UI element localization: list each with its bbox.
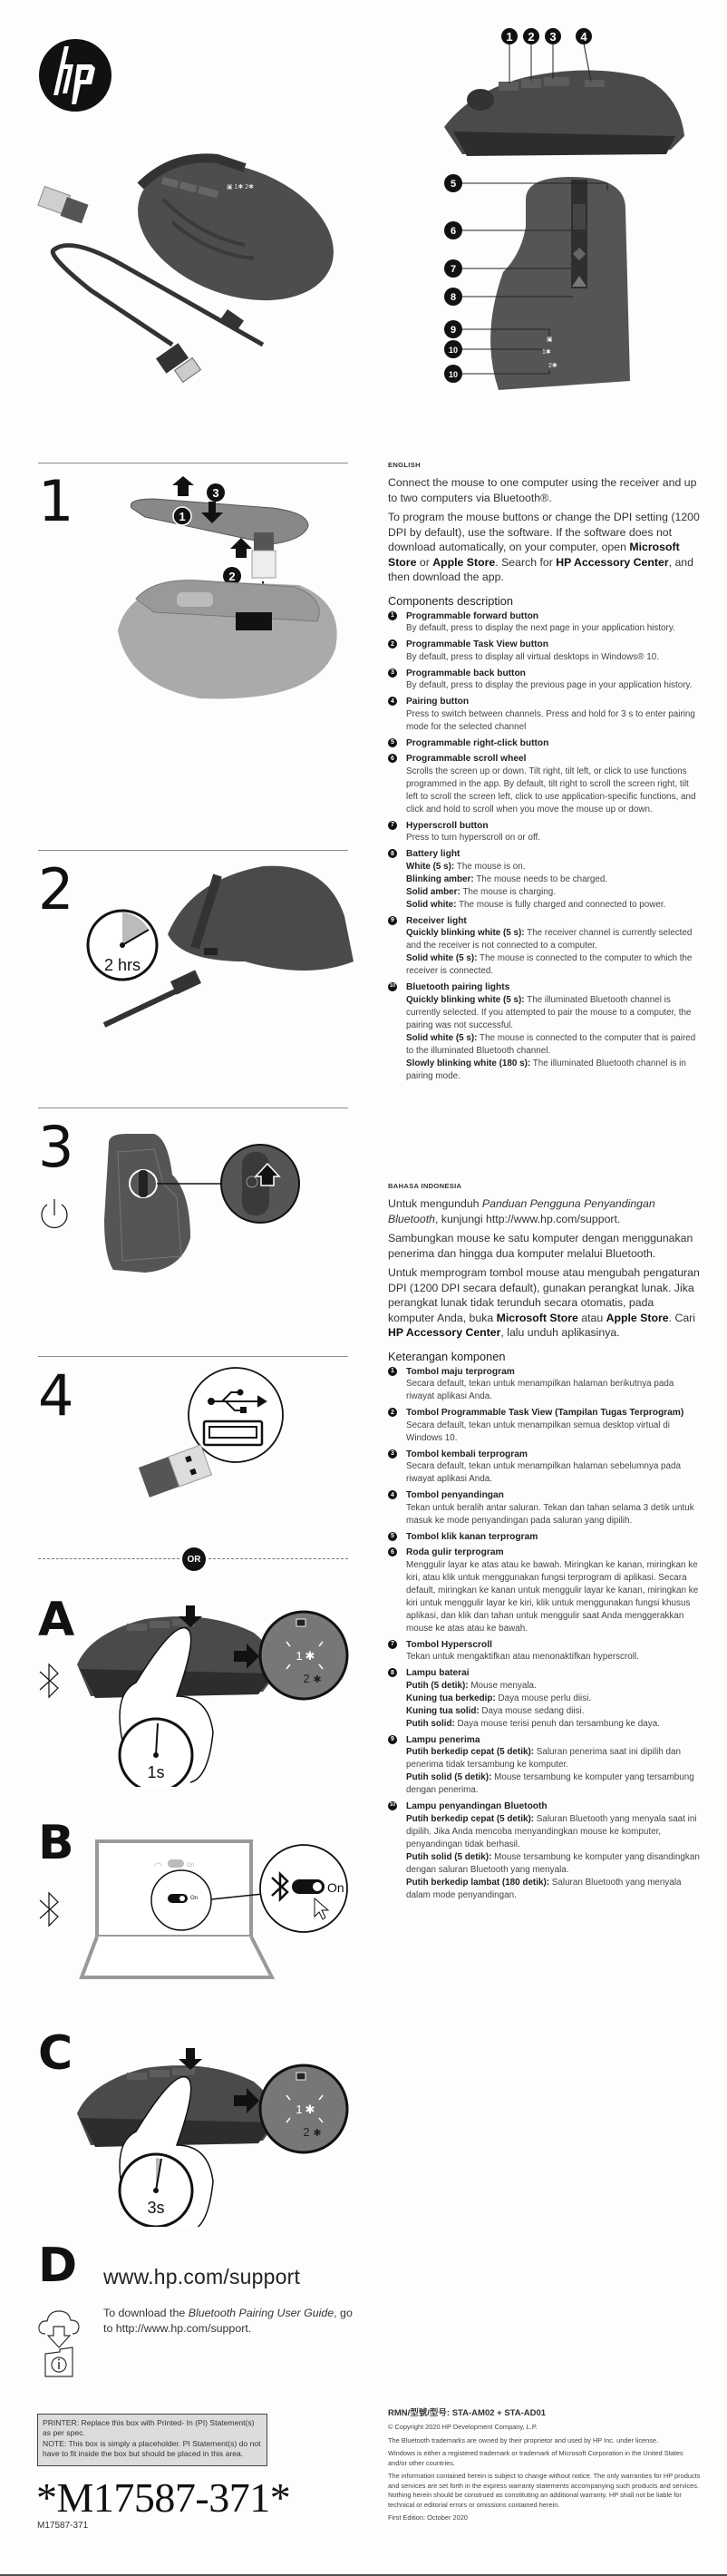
svg-text:3: 3 xyxy=(549,30,557,44)
light-state-label: Solid amber: xyxy=(406,886,460,897)
number-badge-icon: 1 xyxy=(388,1367,397,1376)
step-3-power-switch-illustration xyxy=(100,1129,308,1274)
light-state-label: Putih solid: xyxy=(406,1718,455,1729)
component-name: Tombol maju terprogram xyxy=(406,1366,515,1377)
light-state-meaning: Mouse tersambung ke komputer yang tersambung dengan penerima. xyxy=(406,1772,694,1795)
step-b-letter: B xyxy=(38,1816,74,1870)
light-state-meaning: Daya mouse perlu diisi. xyxy=(495,1693,592,1703)
light-state xyxy=(406,994,701,1032)
light-state-meaning: The mouse is connected to the computer that is paired to the illuminated Bluetooth channel. xyxy=(406,1032,696,1056)
product-hero-illustration xyxy=(36,136,344,399)
light-state xyxy=(406,1851,701,1877)
components-list xyxy=(388,610,701,1083)
svg-text:1: 1 xyxy=(506,30,513,44)
intro-paragraph: Connect the mouse to one computer using the receiver and up to two computers via Bluetooth®. xyxy=(388,476,697,504)
light-state-meaning: The illuminated Bluetooth channel is currently selected. If you attempted to pair the mouse to a computer, the pairing was not successful. xyxy=(406,994,692,1030)
component-item xyxy=(388,753,701,816)
english-section xyxy=(388,461,701,1087)
light-state-label: Putih berkedip lambat (180 detik): xyxy=(406,1877,550,1888)
component-description: By default, press to display the previous page in your application history. xyxy=(406,680,693,690)
light-state-label: White (5 s): xyxy=(406,861,455,872)
step-1-receiver-install-illustration xyxy=(100,476,354,721)
light-state xyxy=(406,1705,701,1718)
step-1-number: 1 xyxy=(38,468,74,534)
component-description: Secara default, tekan untuk menampilkan semua desktop virtual di Windows 10. xyxy=(406,1420,670,1443)
svg-text:✱: ✱ xyxy=(305,1649,315,1663)
barcode: *M17587-371* xyxy=(36,2474,291,2521)
intro-paragraph: Sambungkan mouse ke satu komputer dengan menggunakan penerima dan hingga dua komputer melalui Bluetooth. xyxy=(388,1232,693,1260)
step-2-divider xyxy=(38,850,348,851)
components-title: Components description xyxy=(388,593,513,608)
or-separator xyxy=(38,1547,348,1571)
component-name: Programmable Task View button xyxy=(406,639,548,649)
or-badge: OR xyxy=(182,1547,206,1571)
component-name: Programmable back button xyxy=(406,668,526,678)
top-bt2-light: 2✱ xyxy=(548,363,557,369)
light-state xyxy=(406,1877,701,1902)
light-state xyxy=(406,1771,701,1797)
number-badge-icon: 7 xyxy=(388,1640,397,1649)
component-description: Menggulir layar ke atas atau ke bawah. Miringkan ke kanan, miringkan ke kiri, atau klik untuk menggunakan fungsi terprogram di aplikasi. Secara default, miringkan ke kanan untuk menggulir layar ke kanan, miringkan ke kiri untuk menggulir layar ke kiri, klik untuk menggunakan fungsi khusus aplikasi, dan klik dan tahan untuk menggulir saat Anda menggerakkan mouse ke atas atau ke bawah. xyxy=(406,1559,699,1634)
component-name: Programmable scroll wheel xyxy=(406,754,527,764)
mouse-label-icons: ▣ 1✱ 2✱ xyxy=(227,184,255,190)
components-title: Keterangan komponen xyxy=(388,1349,506,1363)
component-description: Secara default, tekan untuk menampilkan halaman berikutnya pada riwayat aplikasi Anda. xyxy=(406,1379,674,1401)
light-state-label: Solid white (5 s): xyxy=(406,1032,478,1043)
component-item xyxy=(388,1800,701,1902)
svg-text:9: 9 xyxy=(450,325,457,336)
component-name: Tombol Hyperscroll xyxy=(406,1639,492,1650)
svg-text:1: 1 xyxy=(179,510,186,523)
component-name: Hyperscroll button xyxy=(406,820,489,831)
svg-text:5: 5 xyxy=(450,179,457,190)
component-item xyxy=(388,737,701,750)
light-state-meaning: The mouse is fully charged and connected to power. xyxy=(456,899,666,910)
step-3-number: 3 xyxy=(38,1114,74,1180)
light-state-meaning: Saluran Bluetooth yang menyala dalam mode penyandingan. xyxy=(406,1877,682,1900)
component-name: Tombol kembali terprogram xyxy=(406,1449,528,1459)
svg-text:2: 2 xyxy=(528,30,535,44)
light-state xyxy=(406,1746,701,1771)
number-badge-icon: 9 xyxy=(388,916,397,925)
step-2-charging-illustration xyxy=(82,862,354,1034)
svg-text:6: 6 xyxy=(450,226,457,237)
number-badge-icon: 10 xyxy=(388,982,397,991)
power-icon xyxy=(38,1195,71,1234)
svg-text:1: 1 xyxy=(296,1649,303,1663)
software-paragraph: To program the mouse buttons or change the DPI setting (1200 DPI by default), use the software. If the software does not download automatically, on your computer, open Microsoft Store or Apple Store. Search for HP Accessory Center, and then download the app. xyxy=(388,511,700,583)
light-state-meaning: The receiver channel is currently selected and the receiver is not connected to a computer. xyxy=(406,928,693,951)
svg-text:2: 2 xyxy=(228,570,236,583)
step-c-hold-pairing-illustration xyxy=(73,2045,354,2227)
svg-text:10: 10 xyxy=(448,346,459,355)
hp-logo xyxy=(39,39,111,112)
wifi-icon: ◠ xyxy=(154,1861,162,1871)
light-state-meaning: Daya mouse terisi penuh dan tersambung ke daya. xyxy=(454,1718,660,1729)
component-description: Press to turn hyperscroll on or off. xyxy=(406,833,541,843)
svg-text:✱: ✱ xyxy=(313,1674,322,1685)
svg-text:7: 7 xyxy=(450,264,457,275)
pairing-light-lens xyxy=(260,1612,347,1699)
number-badge-icon: 8 xyxy=(388,849,397,858)
regulatory-model-number: RMN/型號/型号: STA-AM02 + STA-AD01 xyxy=(388,2408,547,2418)
download-guide-paragraph: Untuk mengunduh Panduan Pengguna Penyandingan Bluetooth, kunjungi http://www.hp.com/support. xyxy=(388,1197,655,1225)
light-state xyxy=(406,1058,701,1083)
component-item xyxy=(388,1449,701,1487)
light-state-label: Quickly blinking white (5 s): xyxy=(406,928,525,938)
step-4-number: 4 xyxy=(38,1362,74,1429)
number-badge-icon: 2 xyxy=(388,1408,397,1417)
step-d-letter: D xyxy=(38,2239,78,2293)
component-description: By default, press to display all virtual desktops in Windows® 10. xyxy=(406,651,659,662)
light-state-label: Putih berkedip cepat (5 detik): xyxy=(406,1747,535,1757)
cloud-download-guide-icon xyxy=(36,2307,82,2379)
svg-text:2: 2 xyxy=(303,2125,310,2139)
number-badge-icon: 8 xyxy=(388,1668,397,1677)
svg-text:2 hrs: 2 hrs xyxy=(103,956,141,974)
number-badge-icon: 4 xyxy=(388,1490,397,1499)
component-name: Roda gulir terprogram xyxy=(406,1547,504,1557)
light-state-meaning: The mouse is charging. xyxy=(460,886,557,897)
component-description: Tekan untuk beralih antar saluran. Tekan dan tahan selama 3 detik untuk masuk ke mode penyandingan pada saluran yang dipilih. xyxy=(406,1502,694,1526)
svg-text:✱: ✱ xyxy=(313,2128,322,2139)
component-name: Tombol Programmable Task View (Tampilan Tugas Terprogram) xyxy=(406,1408,684,1418)
number-badge-icon: 2 xyxy=(388,639,397,649)
light-state xyxy=(406,1032,701,1058)
number-badge-icon: 9 xyxy=(388,1735,397,1744)
component-description: Secara default, tekan untuk menampilkan halaman sebelumnya pada riwayat aplikasi Anda. xyxy=(406,1461,682,1484)
step-2-number: 2 xyxy=(38,856,74,922)
light-state xyxy=(406,927,701,952)
windows-trademark: Windows is either a registered trademark or trademark of Microsoft Corporation in the United States and/or other countries. xyxy=(388,2449,683,2467)
component-name: Tombol penyandingan xyxy=(406,1490,504,1500)
svg-text:1: 1 xyxy=(296,2103,303,2116)
bluetooth-trademark: The Bluetooth trademarks are owned by their proprietor and used by HP Inc. under license. xyxy=(388,2435,659,2444)
component-name: Programmable right-click button xyxy=(406,737,549,748)
light-state-label: Putih (5 detik): xyxy=(406,1680,469,1691)
edition: First Edition: October 2020 xyxy=(388,2513,468,2522)
light-state-meaning: The mouse is on. xyxy=(454,861,526,872)
pairing-light-lens xyxy=(260,2065,347,2152)
language-heading: BAHASA INDONESIA xyxy=(388,1182,462,1190)
legal-section xyxy=(388,2405,701,2527)
bluetooth-icon xyxy=(36,1891,63,1927)
timer-3s-icon xyxy=(120,2154,192,2227)
support-url[interactable]: www.hp.com/support xyxy=(103,2265,301,2288)
step-b-enable-bluetooth-illustration xyxy=(77,1832,354,1986)
number-badge-icon: 3 xyxy=(388,1449,397,1459)
svg-text:10: 10 xyxy=(448,370,459,379)
step-4-usb-plug-illustration xyxy=(131,1365,290,1501)
timer-1s-icon xyxy=(120,1719,192,1787)
top-receiver-light: ▣ xyxy=(547,337,553,343)
light-state-meaning: The mouse is connected to the computer to which the receiver is connected. xyxy=(406,953,693,976)
light-state-label: Quickly blinking white (5 s): xyxy=(406,994,525,1005)
component-name: Bluetooth pairing lights xyxy=(406,982,510,992)
number-badge-icon: 4 xyxy=(388,697,397,706)
light-state xyxy=(406,952,701,978)
component-name: Battery light xyxy=(406,849,460,859)
svg-text:4: 4 xyxy=(580,30,587,44)
number-badge-icon: 7 xyxy=(388,821,397,830)
component-item xyxy=(388,668,701,693)
bluetooth-icon xyxy=(36,1663,63,1699)
step-a-press-pairing-illustration xyxy=(73,1596,354,1787)
svg-text:3: 3 xyxy=(212,486,219,500)
light-state-label: Kuning tua solid: xyxy=(406,1705,480,1716)
component-name: Lampu penerima xyxy=(406,1734,480,1745)
step-a-letter: A xyxy=(38,1593,75,1647)
timer-2hrs-icon xyxy=(88,911,157,980)
svg-text:On: On xyxy=(187,1863,195,1869)
component-item xyxy=(388,639,701,664)
usb-receiver-illustration xyxy=(38,186,89,223)
component-item xyxy=(388,848,701,912)
component-name: Tombol klik kanan terprogram xyxy=(406,1531,538,1542)
light-state-label: Solid white: xyxy=(406,899,457,910)
mouse-side-view-diagram xyxy=(435,27,689,163)
component-item xyxy=(388,1639,701,1664)
light-state xyxy=(406,861,701,873)
component-name: Pairing button xyxy=(406,697,470,707)
light-state-label: Slowly blinking white (180 s): xyxy=(406,1058,531,1068)
warranty-notice: The information contained herein is subject to change without notice. The only warranties for HP products and services are set forth in the express warranty statements accompanying such products and services. Nothing herein should be construed as constituting an additional warranty. HP shall not be liable for technical or editorial errors or omissions contained herein. xyxy=(388,2472,701,2509)
component-name: Receiver light xyxy=(406,915,467,926)
copyright: © Copyright 2020 HP Development Company, L.P. xyxy=(388,2423,538,2431)
component-description: Tekan untuk mengaktifkan atau menonaktifkan hyperscroll. xyxy=(406,1652,639,1662)
top-callouts xyxy=(444,174,462,383)
software-paragraph: Untuk memprogram tombol mouse atau mengubah pengaturan DPI (1200 DPI secara default), gunakan perangkat lunak. Jika perangkat lunak tidak terunduh secara otomatis, pada komputer Anda, buka Microsoft Store atau Apple Store. Cari HP Accessory Center, lalu unduh aplikasinya. xyxy=(388,1266,700,1339)
light-state xyxy=(406,1680,701,1693)
component-item xyxy=(388,915,701,979)
svg-text:8: 8 xyxy=(450,292,457,303)
component-item xyxy=(388,820,701,845)
component-item xyxy=(388,610,701,636)
svg-text:On: On xyxy=(190,1896,199,1901)
light-state-label: Blinking amber: xyxy=(406,873,474,884)
printer-placeholder-box: PRINTER: Replace this box with Printed- In (PI) Statement(s) as per spec. NOTE: This box is simply a placeholder. PI Statement(s) do not have to fit inside the box but should be placed in this area. xyxy=(37,2414,267,2466)
light-state xyxy=(406,1718,701,1731)
light-state-meaning: Mouse tersambung ke komputer yang disandingkan dengan saluran Bluetooth yang menyala. xyxy=(406,1851,700,1875)
language-heading: ENGLISH xyxy=(388,461,421,469)
component-item xyxy=(388,1489,701,1527)
light-state-label: Putih solid (5 detik): xyxy=(406,1851,492,1862)
number-badge-icon: 3 xyxy=(388,668,397,678)
light-state xyxy=(406,899,701,912)
number-badge-icon: 6 xyxy=(388,754,397,763)
component-item xyxy=(388,696,701,734)
light-state-label: Putih berkedip cepat (5 detik): xyxy=(406,1813,535,1824)
light-state xyxy=(406,1813,701,1851)
top-bt1-light: 1✱ xyxy=(542,349,551,356)
indonesian-section xyxy=(388,1182,701,1906)
svg-text:On: On xyxy=(327,1880,344,1895)
light-state-meaning: Mouse menyala. xyxy=(468,1680,537,1691)
number-badge-icon: 10 xyxy=(388,1801,397,1810)
component-description: Scrolls the screen up or down. Tilt right, tilt left, or click to use functions programmed in the app. By default, tilt right to scroll the screen right, tilt left to scroll the screen left, click to use application-specific functions, and click and hold to scroll when you move the mouse up or down. xyxy=(406,766,696,815)
light-state-meaning: The mouse needs to be charged. xyxy=(473,873,608,884)
components-list xyxy=(388,1366,701,1902)
component-item xyxy=(388,981,701,1083)
component-description: Press to switch between channels. Press and hold for 3 s to enter pairing mode for the selected channel xyxy=(406,708,695,732)
light-state xyxy=(406,1693,701,1705)
light-state-meaning: Saluran Bluetooth yang menyala saat ini dipilih. Jika Anda mencoba menyandingkan mouse ke komputer, penyandingan tidak berhasil. xyxy=(406,1813,697,1849)
component-name: Lampu penyandingan Bluetooth xyxy=(406,1801,548,1811)
download-guide-text: To download the Bluetooth Pairing User Guide, go to http://www.hp.com/support. xyxy=(103,2307,353,2335)
number-badge-icon: 5 xyxy=(388,1532,397,1541)
part-number: M17587-371 xyxy=(37,2521,89,2531)
light-state-meaning: Saluran penerima saat ini dipilih dan penerima tidak tersambung ke komputer. xyxy=(406,1747,681,1770)
side-callouts xyxy=(501,28,592,44)
mouse-top-view-diagram xyxy=(444,172,689,390)
light-state-label: Putih solid (5 detik): xyxy=(406,1772,492,1782)
svg-text:✱: ✱ xyxy=(305,2103,315,2116)
component-item xyxy=(388,1407,701,1445)
svg-text:2: 2 xyxy=(303,1672,310,1685)
component-item xyxy=(388,1531,701,1544)
component-item xyxy=(388,1667,701,1731)
number-badge-icon: 5 xyxy=(388,738,397,747)
component-item xyxy=(388,1366,701,1404)
component-description: By default, press to display the next page in your application history. xyxy=(406,623,675,633)
light-state-meaning: Daya mouse sedang diisi. xyxy=(479,1705,585,1716)
component-item xyxy=(388,1547,701,1635)
number-badge-icon: 1 xyxy=(388,611,397,620)
light-state-label: Kuning tua berkedip: xyxy=(406,1693,496,1703)
light-state-label: Solid white (5 s): xyxy=(406,953,478,963)
svg-text:3s: 3s xyxy=(147,2199,165,2217)
component-name: Programmable forward button xyxy=(406,610,539,621)
component-item xyxy=(388,1734,701,1798)
light-state-meaning: The illuminated Bluetooth channel is in pairing mode. xyxy=(406,1058,686,1081)
svg-text:1s: 1s xyxy=(147,1763,165,1781)
light-state xyxy=(406,886,701,899)
number-badge-icon: 6 xyxy=(388,1547,397,1556)
step-3-divider xyxy=(38,1107,348,1108)
step-c-letter: C xyxy=(38,2026,73,2081)
light-state xyxy=(406,873,701,886)
component-name: Lampu baterai xyxy=(406,1668,470,1678)
step-4-divider xyxy=(38,1356,348,1357)
